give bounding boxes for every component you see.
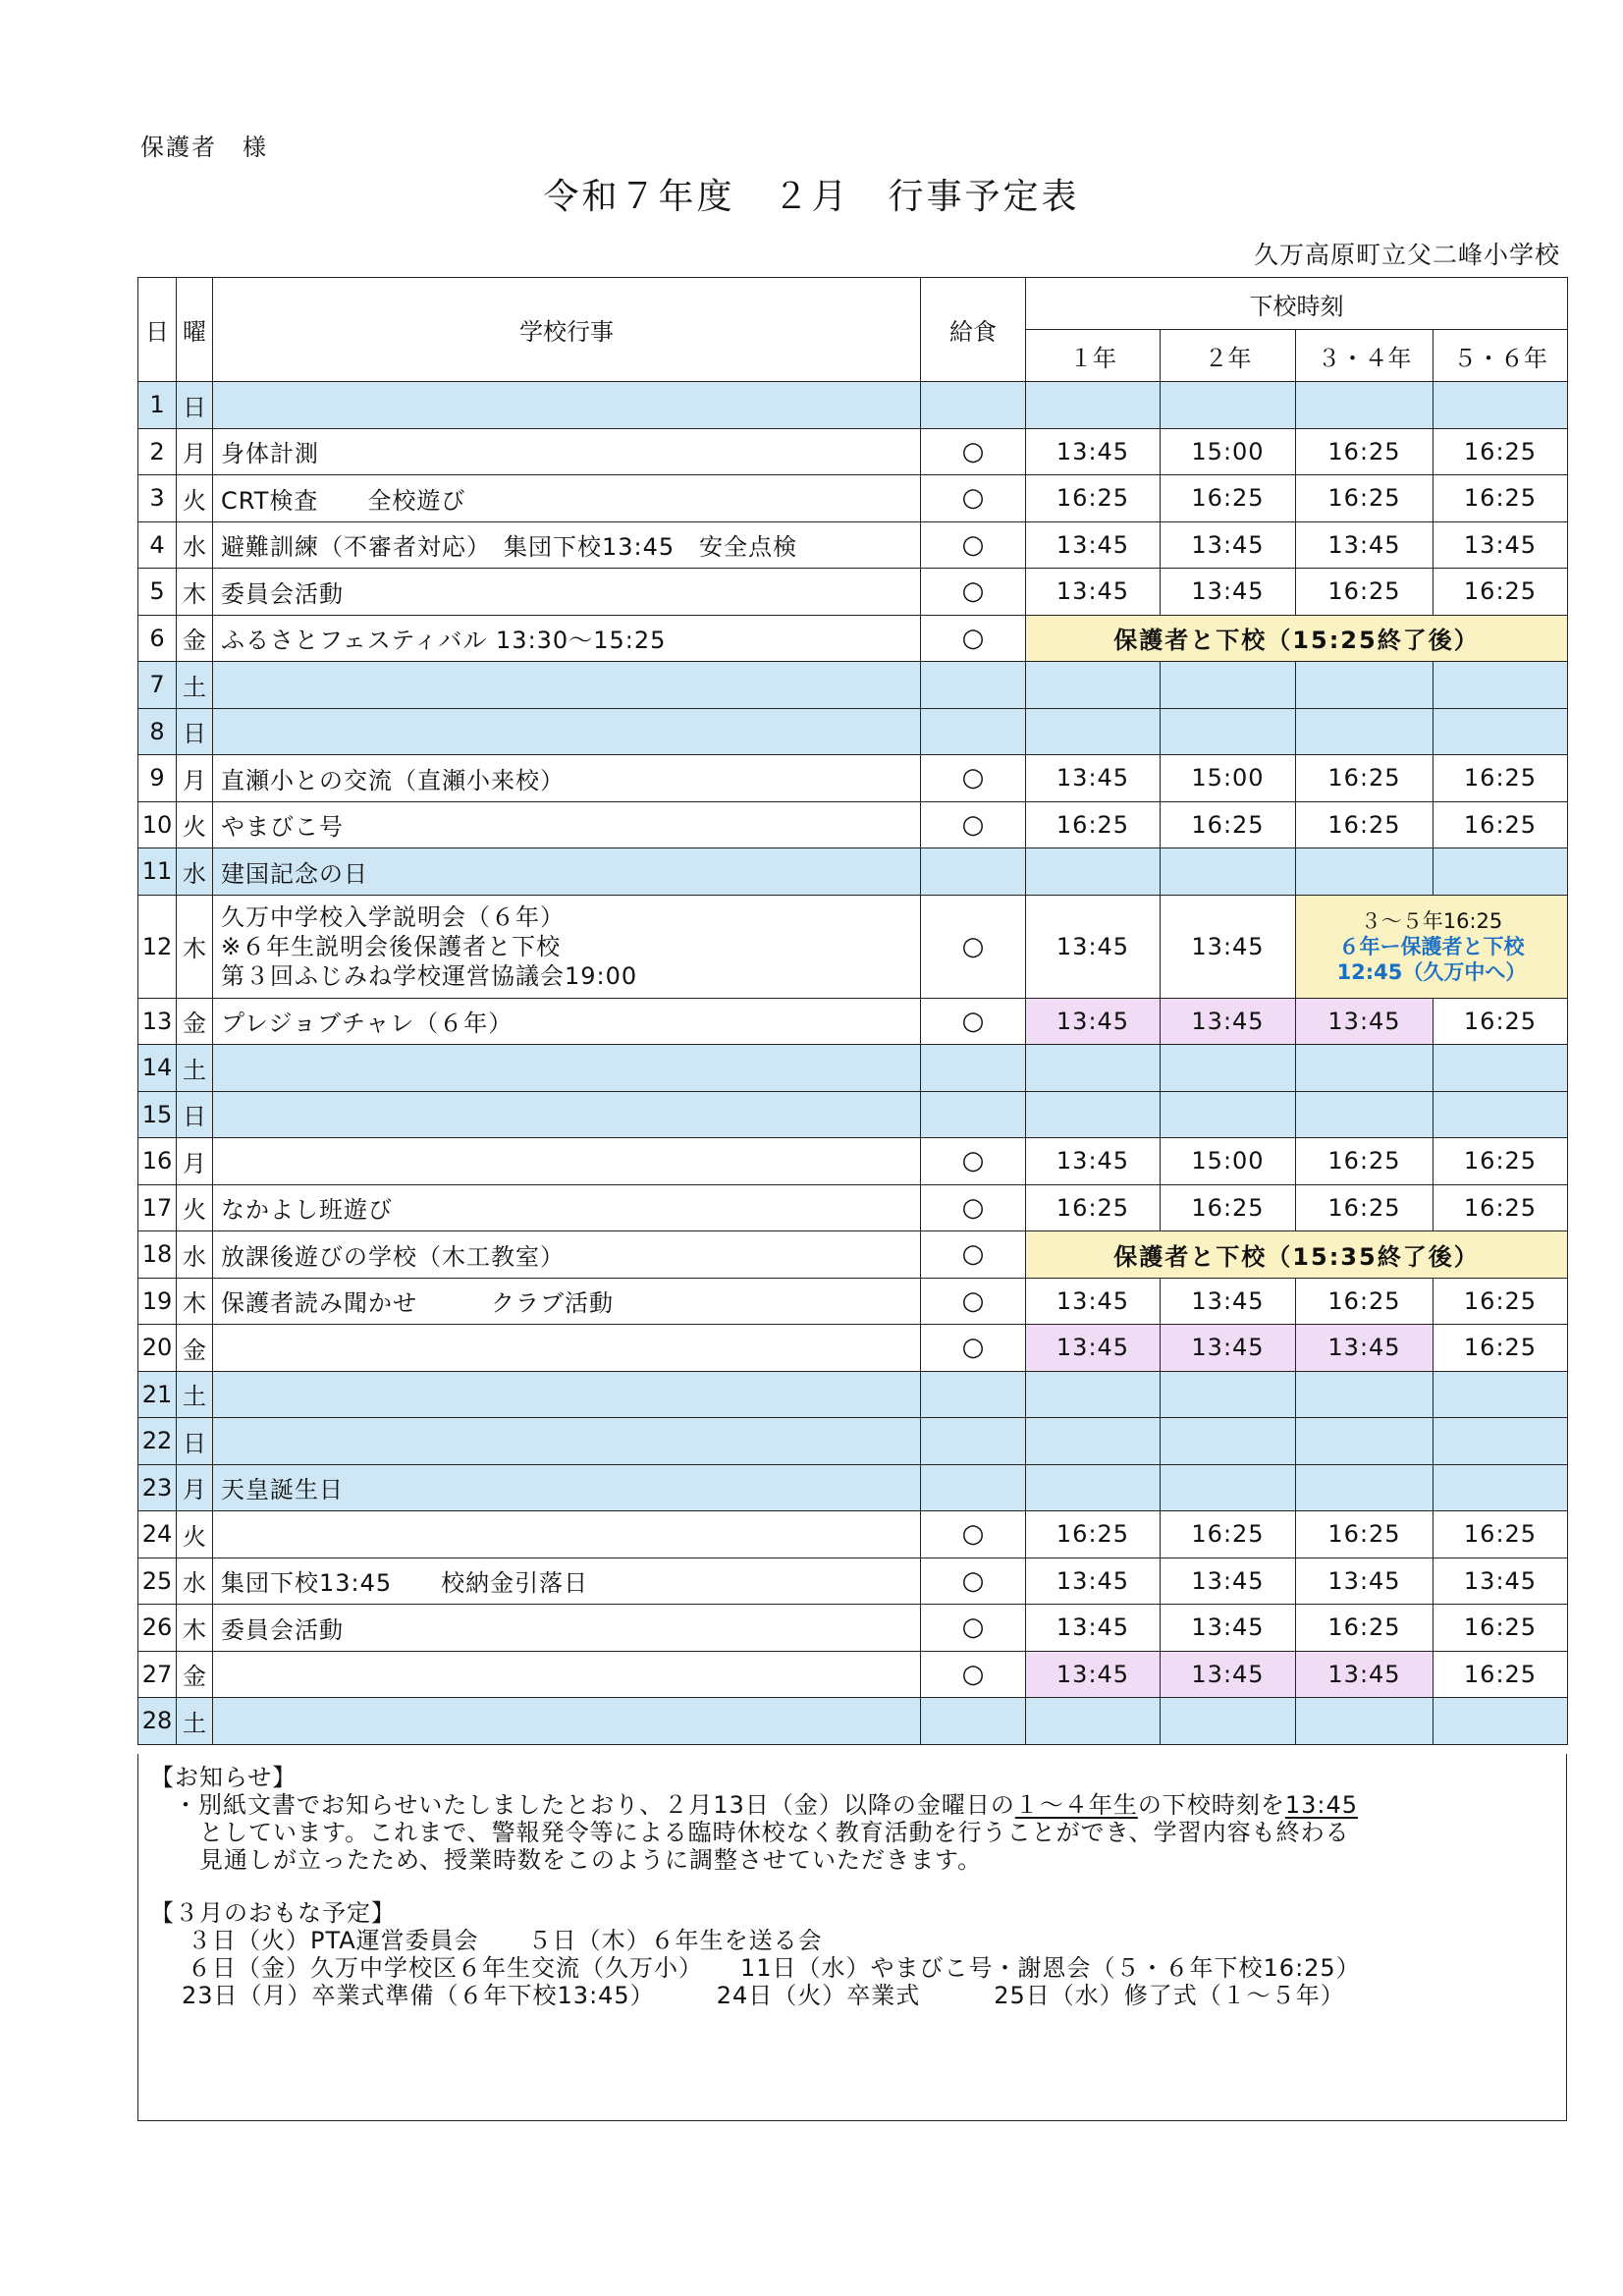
time-grade-5-6: 16:25: [1434, 1511, 1568, 1558]
lunch-cell: [921, 708, 1026, 755]
time-grade-2: 13:45: [1161, 1651, 1296, 1698]
event-cell: [213, 1511, 921, 1558]
notice-underline-grades: １～４年生: [1014, 1791, 1138, 1819]
event-cell: [213, 895, 921, 998]
weekday-cell: 木: [177, 1278, 213, 1325]
time-grade-3-4: 13:45: [1296, 521, 1434, 569]
event-line: 久万中学校入学説明会（６年）: [221, 902, 565, 931]
event-cell: プレジョブチャレ（６年）: [213, 998, 921, 1045]
weekday-cell: 火: [177, 1184, 213, 1231]
header-dismissal: 下校時刻: [1026, 278, 1568, 330]
weekday-cell: 日: [177, 382, 213, 429]
event-cell: 天皇誕生日: [213, 1464, 921, 1511]
lunch-cell: ○: [921, 1278, 1026, 1325]
table-row: [138, 1651, 1568, 1698]
day-cell: 3: [138, 475, 177, 522]
schedule-table: [137, 277, 1568, 1745]
weekday-cell: 日: [177, 1091, 213, 1138]
header-row-1: [138, 278, 1568, 330]
time-grade-5-6: 13:45: [1434, 521, 1568, 569]
time-grade-5-6: [1434, 382, 1568, 429]
day-cell: 22: [138, 1418, 177, 1465]
lunch-cell: ○: [921, 998, 1026, 1045]
time-grade-1: 13:45: [1026, 1278, 1161, 1325]
table-row: [138, 998, 1568, 1045]
day-cell: 6: [138, 615, 177, 662]
table-row: [138, 615, 1568, 662]
day-cell: 16: [138, 1138, 177, 1185]
time-grade-2: 16:25: [1161, 801, 1296, 848]
table-row: [138, 1231, 1568, 1279]
event-cell: 保護者読み聞かせ クラブ活動: [213, 1278, 921, 1325]
time-grade-1: 13:45: [1026, 1558, 1161, 1605]
time-grade-3-4: 16:25: [1296, 1138, 1434, 1185]
day-cell: 1: [138, 382, 177, 429]
notice-line-2: としています。これまで、警報発令等による臨時休校なく教育活動を行うことができ、学習内容も終わる: [199, 1819, 1350, 1846]
time-grade-2: [1161, 1045, 1296, 1092]
table-row: [138, 475, 1568, 522]
time-grade-2: 13:45: [1161, 1325, 1296, 1372]
time-grade-5-6: 16:25: [1434, 998, 1568, 1045]
header-lunch: 給食: [921, 278, 1026, 382]
time-grade-2: [1161, 1698, 1296, 1745]
time-grade-3-4: [1296, 1418, 1434, 1465]
lunch-cell: [921, 1418, 1026, 1465]
time-grade-3-4: [1296, 382, 1434, 429]
time-grade-2: [1161, 1418, 1296, 1465]
day-cell: 7: [138, 662, 177, 709]
time-grade-1: [1026, 1464, 1161, 1511]
time-grade-1: 13:45: [1026, 755, 1161, 802]
lunch-cell: [921, 1371, 1026, 1418]
day-cell: 18: [138, 1231, 177, 1279]
merged-dismissal-cell: 保護者と下校（15:25終了後）: [1026, 615, 1568, 662]
day-cell: 26: [138, 1605, 177, 1652]
header-dow: 曜: [177, 278, 213, 382]
table-row: [138, 662, 1568, 709]
time-grade-2: 16:25: [1161, 1184, 1296, 1231]
time-grade-2: 13:45: [1161, 1278, 1296, 1325]
lunch-cell: ○: [921, 1558, 1026, 1605]
day-cell: 28: [138, 1698, 177, 1745]
special-line: 12:45（久万中へ）: [1336, 959, 1527, 984]
event-cell: やまびこ号: [213, 801, 921, 848]
time-grade-5-6: [1434, 848, 1568, 896]
header-day: 日: [138, 278, 177, 382]
event-cell: [213, 1651, 921, 1698]
time-grade-1: 13:45: [1026, 998, 1161, 1045]
time-grade-3-4: 13:45: [1296, 1325, 1434, 1372]
march-line-2: ６日（金）久万中学校区６年生交流（久万小） 11日（水）やまびこ号・謝恩会（５・６年下校16:25）: [188, 1954, 1361, 1982]
day-cell: 5: [138, 569, 177, 616]
lunch-cell: [921, 1698, 1026, 1745]
day-cell: 25: [138, 1558, 177, 1605]
table-row: [138, 848, 1568, 896]
lunch-cell: [921, 382, 1026, 429]
lunch-cell: ○: [921, 428, 1026, 475]
time-grade-2: 13:45: [1161, 998, 1296, 1045]
table-row: [138, 1418, 1568, 1465]
time-grade-3-4: [1296, 1464, 1434, 1511]
time-grade-1: [1026, 662, 1161, 709]
time-grade-1: [1026, 1371, 1161, 1418]
time-grade-3-4: 13:45: [1296, 1651, 1434, 1698]
table-row: [138, 569, 1568, 616]
lunch-cell: [921, 1464, 1026, 1511]
time-grade-2: 13:45: [1161, 895, 1296, 998]
day-cell: 24: [138, 1511, 177, 1558]
day-cell: 12: [138, 895, 177, 998]
time-grade-2: 16:25: [1161, 475, 1296, 522]
time-grade-5-6: 16:25: [1434, 1605, 1568, 1652]
time-grade-1: 13:45: [1026, 1325, 1161, 1372]
time-grade-5-6: 16:25: [1434, 1651, 1568, 1698]
time-grade-1: 13:45: [1026, 428, 1161, 475]
merged-dismissal-cell: 保護者と下校（15:35終了後）: [1026, 1231, 1568, 1279]
weekday-cell: 火: [177, 1511, 213, 1558]
day-cell: 14: [138, 1045, 177, 1092]
weekday-cell: 金: [177, 615, 213, 662]
time-grade-2: [1161, 708, 1296, 755]
table-row: [138, 801, 1568, 848]
time-grade-1: 16:25: [1026, 801, 1161, 848]
time-grade-2: 13:45: [1161, 569, 1296, 616]
day-cell: 21: [138, 1371, 177, 1418]
time-grade-1: 13:45: [1026, 1605, 1161, 1652]
event-cell: [213, 382, 921, 429]
time-grade-2: 15:00: [1161, 428, 1296, 475]
event-line: 第３回ふじみね学校運営協議会19:00: [221, 961, 638, 990]
schedule-body: [138, 382, 1568, 1745]
time-grade-1: [1026, 1091, 1161, 1138]
weekday-cell: 水: [177, 848, 213, 896]
time-grade-2: [1161, 848, 1296, 896]
event-cell: [213, 1371, 921, 1418]
time-grade-3-4: 16:25: [1296, 1511, 1434, 1558]
day-cell: 19: [138, 1278, 177, 1325]
time-grade-3-4: 13:45: [1296, 1558, 1434, 1605]
time-grade-5-6: 16:25: [1434, 1278, 1568, 1325]
school-name: 久万高原町立父二峰小学校: [1253, 241, 1560, 269]
time-grade-1: [1026, 382, 1161, 429]
time-grade-2: [1161, 1464, 1296, 1511]
header-grade-3-4: ３・４年: [1296, 330, 1434, 382]
weekday-cell: 日: [177, 708, 213, 755]
time-grade-5-6: 16:25: [1434, 1325, 1568, 1372]
event-cell: 委員会活動: [213, 569, 921, 616]
lunch-cell: [921, 1091, 1026, 1138]
lunch-cell: ○: [921, 1184, 1026, 1231]
lunch-cell: ○: [921, 895, 1026, 998]
time-grade-5-6: 16:25: [1434, 755, 1568, 802]
special-line: ３～５年16:25: [1360, 908, 1503, 933]
notice-line-3: 見通しが立ったため、授業時数をこのように調整させていただきます。: [199, 1846, 983, 1874]
lunch-cell: ○: [921, 475, 1026, 522]
lunch-cell: ○: [921, 1511, 1026, 1558]
notice-line-1-text: ・別紙文書でお知らせいたしましたとおり、２月13日（金）以降の金曜日の: [174, 1791, 1015, 1819]
event-cell: [213, 1138, 921, 1185]
lunch-cell: ○: [921, 521, 1026, 569]
weekday-cell: 火: [177, 801, 213, 848]
table-row: [138, 1558, 1568, 1605]
event-cell: 委員会活動: [213, 1605, 921, 1652]
day-cell: 23: [138, 1464, 177, 1511]
day-cell: 11: [138, 848, 177, 896]
day-cell: 15: [138, 1091, 177, 1138]
lunch-cell: ○: [921, 1605, 1026, 1652]
time-grade-1: [1026, 1418, 1161, 1465]
time-grade-3-4: [1296, 848, 1434, 896]
time-grade-3-4: 16:25: [1296, 755, 1434, 802]
weekday-cell: 月: [177, 755, 213, 802]
weekday-cell: 木: [177, 895, 213, 998]
time-grade-3-4: 13:45: [1296, 998, 1434, 1045]
march-line-1: ３日（火）PTA運営委員会 ５日（木）６年生を送る会: [188, 1927, 823, 1954]
time-grade-3-4: [1296, 1371, 1434, 1418]
day-cell: 4: [138, 521, 177, 569]
table-row: [138, 1091, 1568, 1138]
day-cell: 17: [138, 1184, 177, 1231]
table-row: [138, 428, 1568, 475]
time-grade-3-4: 16:25: [1296, 569, 1434, 616]
time-grade-2: 13:45: [1161, 521, 1296, 569]
lunch-cell: [921, 662, 1026, 709]
notice-box: [137, 1754, 1567, 2121]
time-grade-2: [1161, 382, 1296, 429]
time-grade-5-6: [1434, 1045, 1568, 1092]
time-grade-1: 16:25: [1026, 1184, 1161, 1231]
day-cell: 8: [138, 708, 177, 755]
page-title: 令和７年度 ２月 行事予定表: [543, 177, 1080, 217]
header-grade-2: ２年: [1161, 330, 1296, 382]
weekday-cell: 火: [177, 475, 213, 522]
table-row: [138, 755, 1568, 802]
table-row: [138, 708, 1568, 755]
time-grade-5-6: 16:25: [1434, 1138, 1568, 1185]
time-grade-1: 13:45: [1026, 895, 1161, 998]
day-cell: 2: [138, 428, 177, 475]
lunch-cell: ○: [921, 1231, 1026, 1279]
weekday-cell: 金: [177, 1325, 213, 1372]
lunch-cell: ○: [921, 801, 1026, 848]
day-cell: 13: [138, 998, 177, 1045]
lunch-cell: [921, 1045, 1026, 1092]
weekday-cell: 土: [177, 1698, 213, 1745]
table-row: [138, 382, 1568, 429]
table-row: [138, 1605, 1568, 1652]
weekday-cell: 水: [177, 1558, 213, 1605]
time-grade-2: 16:25: [1161, 1511, 1296, 1558]
time-grade-5-6: 16:25: [1434, 569, 1568, 616]
time-grade-5-6: 13:45: [1434, 1558, 1568, 1605]
event-cell: 避難訓練（不審者対応） 集団下校13:45 安全点検: [213, 521, 921, 569]
march-heading: 【３月のおもな予定】: [150, 1899, 396, 1927]
time-grade-5-6: [1434, 1371, 1568, 1418]
notice-line-1-mid: の下校時刻を: [1137, 1791, 1285, 1819]
event-line: ※６年生説明会後保護者と下校: [221, 932, 562, 960]
time-grade-3-4: 16:25: [1296, 1184, 1434, 1231]
time-grade-2: [1161, 662, 1296, 709]
notice-heading: 【お知らせ】: [150, 1764, 298, 1791]
time-grade-1: [1026, 1698, 1161, 1745]
lunch-cell: ○: [921, 1325, 1026, 1372]
time-grade-3-4: 16:25: [1296, 801, 1434, 848]
time-grade-3-4: 16:25: [1296, 1278, 1434, 1325]
lunch-cell: ○: [921, 615, 1026, 662]
weekday-cell: 木: [177, 569, 213, 616]
time-grade-3-4: [1296, 662, 1434, 709]
time-grade-5-6: 16:25: [1434, 1184, 1568, 1231]
time-grade-5-6: [1434, 708, 1568, 755]
weekday-cell: 月: [177, 1464, 213, 1511]
event-cell: [213, 662, 921, 709]
special-line: ６年ー保護者と下校: [1338, 934, 1525, 958]
time-grade-2: 15:00: [1161, 1138, 1296, 1185]
addressee: 保護者 様: [140, 134, 268, 161]
table-row: [138, 1325, 1568, 1372]
weekday-cell: 水: [177, 521, 213, 569]
header-grade-1: １年: [1026, 330, 1161, 382]
notice-underline-time: 13:45: [1284, 1791, 1358, 1819]
time-grade-5-6: [1434, 1464, 1568, 1511]
table-row: [138, 1278, 1568, 1325]
time-grade-5-6: 16:25: [1434, 428, 1568, 475]
weekday-cell: 金: [177, 1651, 213, 1698]
lunch-cell: ○: [921, 1651, 1026, 1698]
time-grade-3-4: 16:25: [1296, 1605, 1434, 1652]
event-cell: [213, 708, 921, 755]
day-cell: 10: [138, 801, 177, 848]
march-line-3: 23日（月）卒業式準備（６年下校13:45） 24日（火）卒業式 25日（水）修了式（１～５年）: [182, 1982, 1345, 2009]
time-grade-1: [1026, 708, 1161, 755]
lunch-cell: ○: [921, 755, 1026, 802]
weekday-cell: 金: [177, 998, 213, 1045]
table-row: [138, 1184, 1568, 1231]
time-grade-3-4: [1296, 1698, 1434, 1745]
event-cell: [213, 1045, 921, 1092]
event-cell: 直瀬小との交流（直瀬小来校）: [213, 755, 921, 802]
time-grade-2: 13:45: [1161, 1605, 1296, 1652]
time-grade-3-4: [1296, 1045, 1434, 1092]
table-row: [138, 895, 1568, 998]
header-event: 学校行事: [213, 278, 921, 382]
lunch-cell: ○: [921, 1138, 1026, 1185]
time-grade-3-4: [1296, 1091, 1434, 1138]
weekday-cell: 土: [177, 1045, 213, 1092]
weekday-cell: 日: [177, 1418, 213, 1465]
time-grade-3-4: 16:25: [1296, 428, 1434, 475]
time-grade-5-6: [1434, 1418, 1568, 1465]
table-row: [138, 1698, 1568, 1745]
weekday-cell: 木: [177, 1605, 213, 1652]
time-grade-1: 16:25: [1026, 1511, 1161, 1558]
time-grade-1: 16:25: [1026, 475, 1161, 522]
time-grade-2: [1161, 1371, 1296, 1418]
table-row: [138, 521, 1568, 569]
time-grade-2: [1161, 1091, 1296, 1138]
time-grade-2: 15:00: [1161, 755, 1296, 802]
weekday-cell: 月: [177, 1138, 213, 1185]
event-cell: 建国記念の日: [213, 848, 921, 896]
weekday-cell: 土: [177, 662, 213, 709]
time-grade-1: 13:45: [1026, 569, 1161, 616]
day-cell: 9: [138, 755, 177, 802]
weekday-cell: 土: [177, 1371, 213, 1418]
event-cell: [213, 1698, 921, 1745]
time-grade-1: 13:45: [1026, 1138, 1161, 1185]
special-dismissal-cell: [1296, 895, 1568, 998]
event-cell: [213, 1325, 921, 1372]
event-cell: 放課後遊びの学校（木工教室）: [213, 1231, 921, 1279]
time-grade-5-6: 16:25: [1434, 475, 1568, 522]
event-cell: 身体計測: [213, 428, 921, 475]
event-cell: なかよし班遊び: [213, 1184, 921, 1231]
time-grade-3-4: 16:25: [1296, 475, 1434, 522]
time-grade-5-6: [1434, 1698, 1568, 1745]
day-cell: 20: [138, 1325, 177, 1372]
time-grade-1: [1026, 1045, 1161, 1092]
lunch-cell: ○: [921, 569, 1026, 616]
time-grade-1: 13:45: [1026, 521, 1161, 569]
time-grade-5-6: [1434, 1091, 1568, 1138]
event-cell: CRT検査 全校遊び: [213, 475, 921, 522]
table-row: [138, 1511, 1568, 1558]
table-row: [138, 1464, 1568, 1511]
header-grade-5-6: ５・６年: [1434, 330, 1568, 382]
event-cell: [213, 1418, 921, 1465]
time-grade-3-4: [1296, 708, 1434, 755]
weekday-cell: 水: [177, 1231, 213, 1279]
event-cell: ふるさとフェスティバル 13:30～15:25: [213, 615, 921, 662]
time-grade-2: 13:45: [1161, 1558, 1296, 1605]
table-row: [138, 1045, 1568, 1092]
weekday-cell: 月: [177, 428, 213, 475]
table-row: [138, 1138, 1568, 1185]
event-cell: [213, 1091, 921, 1138]
time-grade-5-6: [1434, 662, 1568, 709]
time-grade-5-6: 16:25: [1434, 801, 1568, 848]
event-cell: 集団下校13:45 校納金引落日: [213, 1558, 921, 1605]
lunch-cell: [921, 848, 1026, 896]
table-row: [138, 1371, 1568, 1418]
time-grade-1: [1026, 848, 1161, 896]
day-cell: 27: [138, 1651, 177, 1698]
time-grade-1: 13:45: [1026, 1651, 1161, 1698]
